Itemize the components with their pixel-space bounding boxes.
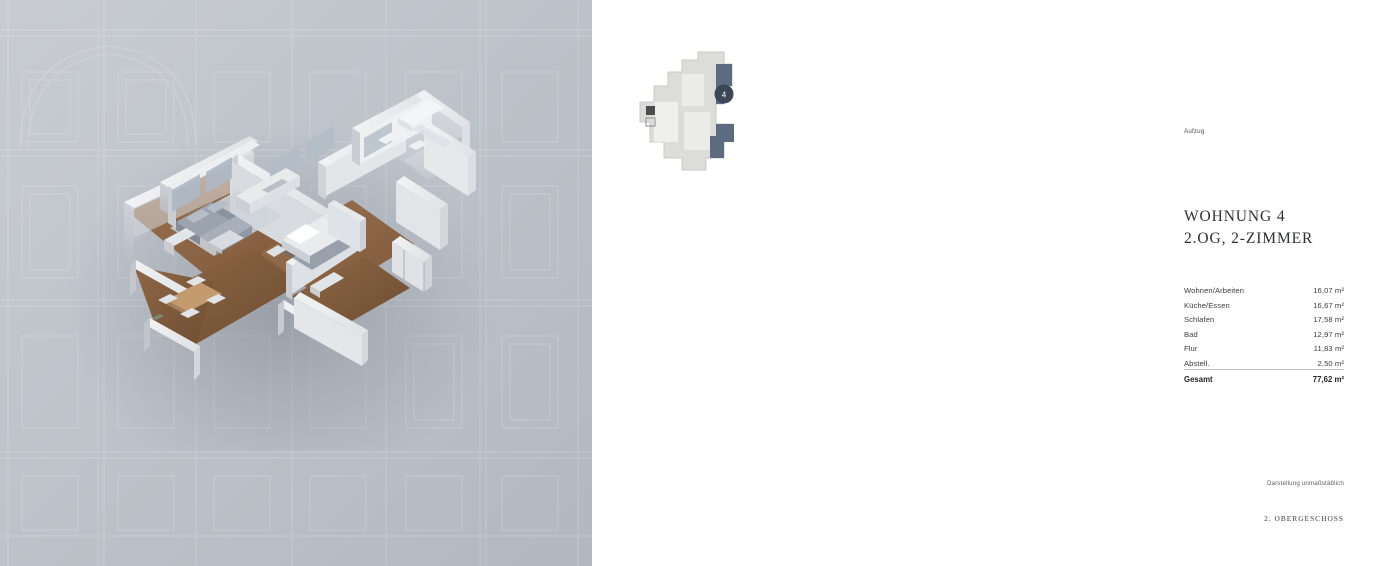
- elevator-label-wrap: [1184, 128, 1204, 135]
- area-label: Bad: [1184, 329, 1198, 339]
- isometric-floorplan-graphic: [0, 0, 592, 566]
- table-row: [1184, 342, 1344, 357]
- total-value: 77,62 m²: [1312, 375, 1344, 384]
- area-label: Abstell.: [1184, 358, 1210, 368]
- unit-badge-number: 4: [721, 90, 727, 100]
- scale-disclaimer: Darstellung unmaßstäblich: [1266, 480, 1344, 487]
- total-row: [1184, 375, 1344, 384]
- area-label: Flur: [1184, 344, 1198, 354]
- keyplan-diagram: [620, 46, 770, 196]
- area-value: 12,97 m²: [1313, 329, 1344, 339]
- area-value: 17,58 m²: [1313, 315, 1344, 325]
- unit-badge: [715, 85, 734, 104]
- total-label: Gesamt: [1184, 375, 1213, 384]
- table-row: [1184, 299, 1344, 314]
- page-title: WOHNUNG 4: [1184, 208, 1286, 225]
- table-row: [1184, 328, 1344, 343]
- area-value: 11,83 m²: [1313, 344, 1344, 354]
- plan-panel: [0, 0, 592, 566]
- info-panel: [592, 0, 1344, 566]
- table-divider: [1184, 369, 1344, 370]
- floor-footer: 2. OBERGESCHOSS: [1264, 514, 1344, 523]
- area-label: Schlafen: [1184, 315, 1215, 325]
- keyplan-building-outline: [640, 52, 734, 170]
- area-label: Wohnen/Arbeiten: [1184, 286, 1245, 295]
- title-block: [1184, 206, 1392, 250]
- area-value: 16,07 m²: [1313, 286, 1344, 295]
- table-row: [1184, 313, 1344, 328]
- page-subtitle: 2.OG, 2-ZIMMER: [1184, 230, 1314, 247]
- elevator-label: Aufzug: [1184, 128, 1205, 135]
- area-label: Küche/Essen: [1184, 300, 1230, 310]
- area-value: 2,50 m²: [1317, 358, 1344, 368]
- table-row: [1184, 284, 1344, 299]
- area-table: [1184, 284, 1344, 371]
- area-value: 16,67 m²: [1313, 300, 1344, 310]
